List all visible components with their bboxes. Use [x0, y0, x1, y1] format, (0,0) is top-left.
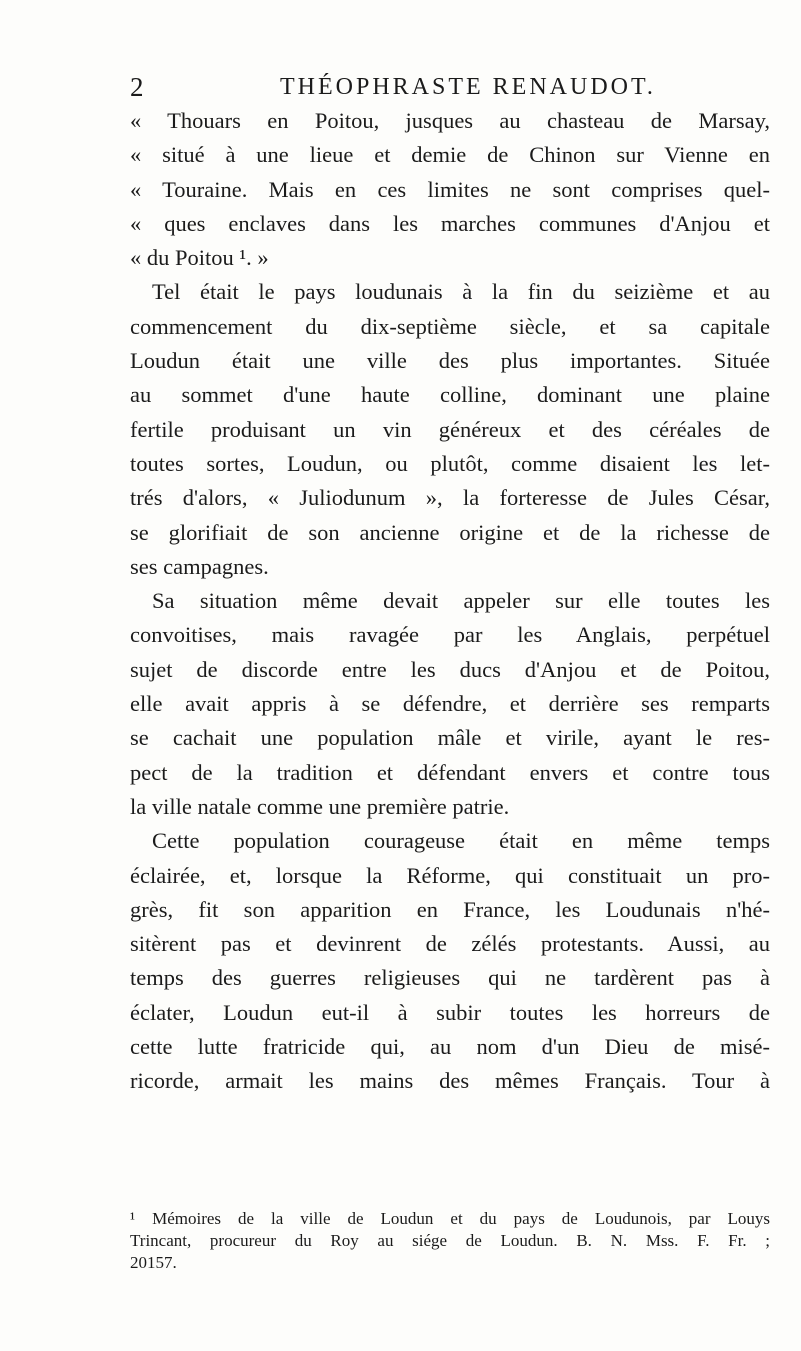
- paragraph-start: Cette population courageuse était en même temps: [152, 828, 770, 854]
- footnote-line: Trincant, procureur du Roy au siége de Loudun. B. N. Mss. F. Fr. ;: [130, 1231, 770, 1250]
- paragraph-start: Sa situation même devait appeler sur elle toutes les: [152, 588, 770, 614]
- text-line: ricorde, armait les mains des mêmes Français. Tour à: [130, 1068, 770, 1094]
- text-line: « ques enclaves dans les marches communes d'Anjou et: [130, 210, 770, 236]
- text-line: ses campagnes.: [130, 553, 269, 579]
- text-line: commencement du dix-septième siècle, et sa capitale: [130, 313, 770, 339]
- text-line: toutes sortes, Loudun, ou plutôt, comme disaient les let-: [130, 450, 770, 476]
- footnote-line: 20157.: [130, 1253, 177, 1272]
- text-line: convoitises, mais ravagée par les Anglais, perpétuel: [130, 622, 770, 648]
- text-line: cette lutte fratricide qui, au nom d'un Dieu de misé-: [130, 1034, 770, 1060]
- text-line: « situé à une lieue et demie de Chinon sur Vienne en: [130, 142, 770, 168]
- text-line: « Touraine. Mais en ces limites ne sont comprises quel-: [130, 176, 770, 202]
- text-line: grès, fit son apparition en France, les Loudunais n'hé-: [130, 896, 770, 922]
- text-line: éclater, Loudun eut-il à subir toutes les horreurs de: [130, 999, 770, 1025]
- text-line: au sommet d'une haute colline, dominant une plaine: [130, 382, 770, 408]
- paragraph-start: Tel était le pays loudunais à la fin du seizième et au: [152, 279, 770, 305]
- text-line: la ville natale comme une première patrie.: [130, 793, 510, 819]
- text-line: se cachait une population mâle et virile, ayant le res-: [130, 725, 770, 751]
- body-text: [130, 104, 770, 1099]
- page-header: [130, 72, 770, 102]
- text-line: trés d'alors, « Juliodunum », la forteresse de Jules César,: [130, 485, 770, 511]
- footnote-line: ¹ Mémoires de la ville de Loudun et du pays de Loudunois, par Louys: [130, 1209, 770, 1228]
- footnote: [130, 1208, 770, 1274]
- text-line: fertile produisant un vin généreux et des céréales de: [130, 416, 770, 442]
- text-line: « Thouars en Poitou, jusques au chasteau de Marsay,: [130, 108, 770, 133]
- text-line: « du Poitou ¹. »: [130, 245, 269, 271]
- text-line: elle avait appris à se défendre, et derrière ses remparts: [130, 691, 770, 717]
- text-line: temps des guerres religieuses qui ne tardèrent pas à: [130, 965, 770, 991]
- text-line: Loudun était une ville des plus importantes. Située: [130, 348, 770, 374]
- text-line: pect de la tradition et défendant envers et contre tous: [130, 759, 770, 785]
- text-line: sujet de discorde entre les ducs d'Anjou et de Poitou,: [130, 656, 770, 682]
- text-line: sitèrent pas et devinrent de zélés protestants. Aussi, au: [130, 931, 770, 957]
- running-head: THÉOPHRASTE RENAUDOT.: [280, 74, 656, 100]
- text-line: se glorifiait de son ancienne origine et de la richesse de: [130, 519, 770, 545]
- page-number: 2: [130, 72, 144, 102]
- text-line: éclairée, et, lorsque la Réforme, qui constituait un pro-: [130, 862, 770, 888]
